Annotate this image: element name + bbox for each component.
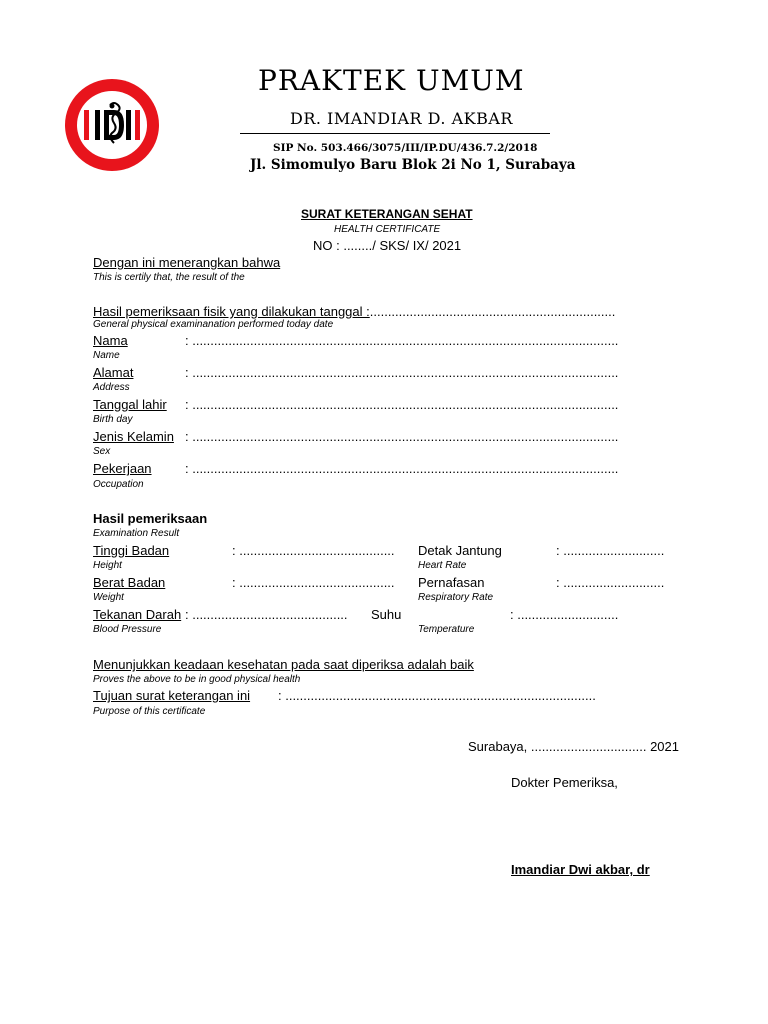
exam-result-heading: Hasil pemeriksaan xyxy=(93,511,208,526)
intro-label: Dengan ini menerangkan bahwa xyxy=(93,255,281,270)
tinggi-badan-field[interactable]: : ........................................... xyxy=(232,543,395,558)
detak-jantung-sub: Heart Rate xyxy=(418,560,467,571)
purpose-field[interactable]: : ...................................................................................... xyxy=(278,688,596,703)
berat-badan-field[interactable]: : ........................................... xyxy=(232,575,395,590)
berat-badan-label: Berat Badan xyxy=(93,575,166,590)
exam-date-row xyxy=(93,304,615,319)
purpose-label: Tujuan surat keterangan ini xyxy=(93,688,251,703)
doctor-name-header: DR. IMANDIAR D. AKBAR xyxy=(290,109,513,128)
detak-jantung-field[interactable]: : ............................ xyxy=(556,543,665,558)
clinic-address: Jl. Simomulyo Baru Blok 2i No 1, Surabaya xyxy=(250,157,576,173)
nama-sub: Name xyxy=(93,350,120,361)
alamat-sub: Address xyxy=(93,382,130,393)
pekerjaan-field[interactable]: : ...................................................................................................................... xyxy=(185,461,619,476)
alamat-field[interactable]: : ...................................................................................................................... xyxy=(185,365,619,380)
document-subtitle: HEALTH CERTIFICATE xyxy=(334,224,441,235)
pernafasan-sub: Respiratory Rate xyxy=(418,592,494,603)
tinggi-badan-label: Tinggi Badan xyxy=(93,543,170,558)
pekerjaan-sub: Occupation xyxy=(93,479,144,490)
exam-date-sub: General physical examinanation performed today date xyxy=(93,319,334,330)
jenis-kelamin-sub: Sex xyxy=(93,446,111,457)
intro-sub: This is certily that, the result of the xyxy=(93,272,245,283)
tanggal-lahir-label: Tanggal lahir xyxy=(93,397,167,412)
suhu-sub: Temperature xyxy=(418,624,475,635)
suhu-label: Suhu xyxy=(371,607,402,622)
exam-result-sub: Examination Result xyxy=(93,528,180,539)
tekanan-darah-label: Tekanan Darah xyxy=(93,607,182,622)
examiner-name: Imandiar Dwi akbar, dr xyxy=(511,862,650,877)
examiner-role: Dokter Pemeriksa, xyxy=(511,775,618,790)
sip-number: SIP No. 503.466/3075/III/IP.DU/436.7.2/2018 xyxy=(273,142,538,154)
suhu-field[interactable]: : ............................ xyxy=(510,607,619,622)
tinggi-badan-sub: Height xyxy=(93,560,122,571)
tekanan-darah-field[interactable]: : ........................................... xyxy=(185,607,348,622)
exam-date-label: Hasil pemeriksaan fisik yang dilakukan tanggal : xyxy=(93,304,370,319)
tekanan-darah-sub: Blood Pressure xyxy=(93,624,162,635)
clinic-title: PRAKTEK UMUM xyxy=(258,64,525,97)
nama-label: Nama xyxy=(93,333,128,348)
pernafasan-label: Pernafasan xyxy=(418,575,485,590)
tanggal-lahir-field[interactable]: : ...................................................................................................................... xyxy=(185,397,619,412)
berat-badan-sub: Weight xyxy=(93,592,124,603)
conclusion-label: Menunjukkan keadaan kesehatan pada saat diperiksa adalah baik xyxy=(93,657,474,672)
pernafasan-field[interactable]: : ............................ xyxy=(556,575,665,590)
document-title: SURAT KETERANGAN SEHAT xyxy=(301,207,473,221)
place-date: Surabaya, ................................ 2021 xyxy=(468,739,679,754)
idi-logo xyxy=(64,77,160,173)
alamat-label: Alamat xyxy=(93,365,134,380)
tanggal-lahir-sub: Birth day xyxy=(93,414,133,425)
nama-field[interactable]: : ...................................................................................................................... xyxy=(185,333,619,348)
conclusion-sub: Proves the above to be in good physical health xyxy=(93,674,301,685)
jenis-kelamin-field[interactable]: : ...................................................................................................................... xyxy=(185,429,619,444)
jenis-kelamin-label: Jenis Kelamin xyxy=(93,429,174,444)
document-number: NO : ......../ SKS/ IX/ 2021 xyxy=(313,238,462,253)
purpose-sub: Purpose of this certificate xyxy=(93,706,206,717)
pekerjaan-label: Pekerjaan xyxy=(93,461,152,476)
header-divider xyxy=(240,133,550,134)
exam-date-field[interactable]: .................................................................... xyxy=(369,304,616,319)
detak-jantung-label: Detak Jantung xyxy=(418,543,502,558)
